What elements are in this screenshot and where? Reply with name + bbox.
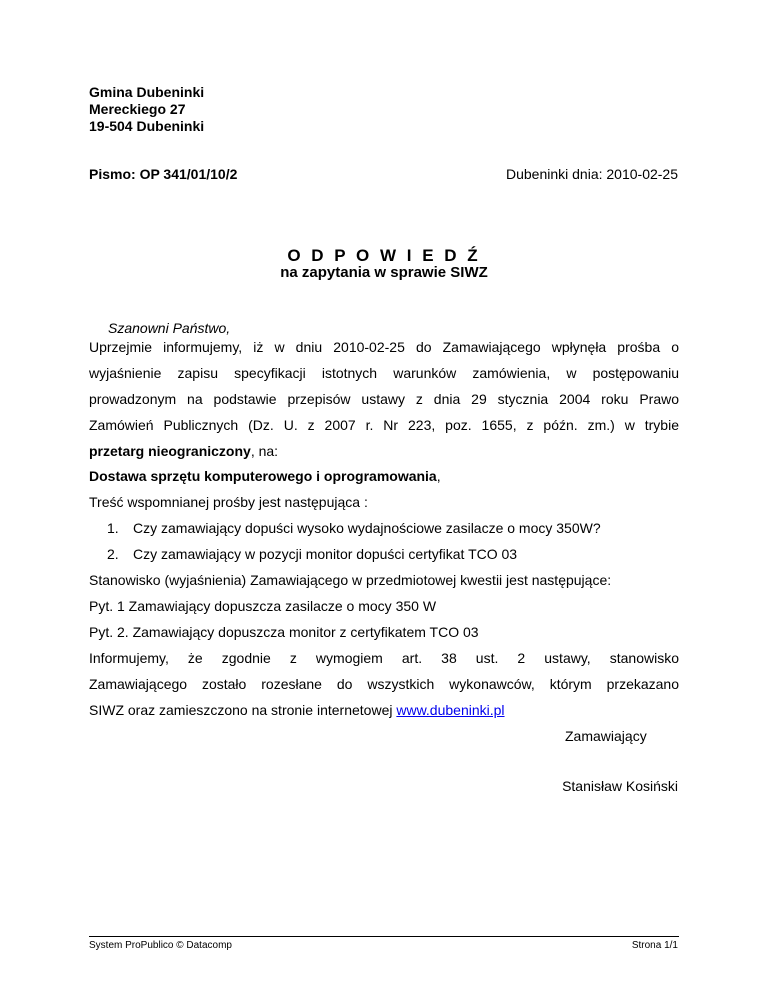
question-number: 2. bbox=[107, 546, 119, 562]
intro-paragraph bbox=[89, 338, 679, 468]
procedure-suffix: , na: bbox=[250, 443, 279, 459]
intro-line: Zamówień Publicznych (Dz. U. z 2007 r. Nr 223, poz. 1655, z późn. zm.) w trybie bbox=[89, 417, 679, 433]
closing-line: Informujemy, że zgodnie z wymogiem art. 38 ust. 2 ustawy, stanowisko bbox=[89, 650, 679, 666]
sender-name: Gmina Dubeninki bbox=[89, 84, 205, 100]
sender-street: Mereckiego 27 bbox=[89, 101, 186, 117]
question-item bbox=[107, 520, 601, 536]
closing-line: Zamawiającego zostało rozesłane do wszystkich wykonawców, którym przekazano bbox=[89, 676, 679, 692]
signoff: Zamawiający bbox=[565, 728, 647, 744]
sender-address bbox=[89, 84, 204, 135]
request-intro: Treść wspomnianej prośby jest następująca : bbox=[89, 494, 368, 510]
intro-line: prowadzonym na podstawie przepisów ustawy z dnia 29 stycznia 2004 roku Prawo bbox=[89, 391, 679, 407]
website-link[interactable]: www.dubeninki.pl bbox=[396, 702, 505, 718]
intro-line: Uprzejmie informujemy, iż w dniu 2010-02-25 do Zamawiającego wpłynęła prośba o bbox=[89, 339, 679, 355]
subject-title: Dostawa sprzętu komputerowego i oprogramowania bbox=[89, 468, 437, 484]
answer-item: Pyt. 2. Zamawiający dopuszcza monitor z certyfikatem TCO 03 bbox=[89, 624, 479, 640]
answer-item: Pyt. 1 Zamawiający dopuszcza zasilacze o mocy 350 W bbox=[89, 598, 437, 614]
sender-city: 19-504 Dubeninki bbox=[89, 118, 205, 134]
document-subtitle: na zapytania w sprawie SIWZ bbox=[280, 264, 488, 281]
footer-system: System ProPublico © Datacomp bbox=[89, 940, 232, 951]
question-text: Czy zamawiający dopuści wysoko wydajnościowe zasilacze o mocy 350W? bbox=[133, 520, 601, 536]
procedure-type: przetarg nieograniczony bbox=[89, 443, 251, 459]
footer-page-number: Strona 1/1 bbox=[631, 940, 678, 951]
subject-suffix: , bbox=[436, 468, 441, 484]
position-intro: Stanowisko (wyjaśnienia) Zamawiającego w przedmiotowej kwestii jest następujące: bbox=[89, 572, 612, 588]
greeting: Szanowni Państwo, bbox=[108, 320, 231, 336]
footer-divider bbox=[89, 936, 679, 937]
closing-paragraph bbox=[89, 650, 679, 728]
question-text: Czy zamawiający w pozycji monitor dopuści certyfikat TCO 03 bbox=[133, 546, 518, 562]
signatory-name: Stanisław Kosiński bbox=[562, 778, 678, 794]
question-number: 1. bbox=[107, 520, 119, 536]
intro-line: wyjaśnienie zapisu specyfikacji istotnych warunków zamówienia, w postępowaniu bbox=[89, 365, 679, 381]
letter-date: Dubeninki dnia: 2010-02-25 bbox=[505, 166, 678, 182]
document-title: O D P O W I E D Ź bbox=[287, 246, 481, 265]
letter-reference: Pismo: OP 341/01/10/2 bbox=[89, 166, 238, 182]
subject-line bbox=[89, 468, 441, 484]
closing-line bbox=[89, 702, 679, 728]
intro-line bbox=[89, 442, 679, 468]
question-item bbox=[107, 546, 517, 562]
closing-text: SIWZ oraz zamieszczono na stronie internetowej bbox=[89, 702, 397, 718]
